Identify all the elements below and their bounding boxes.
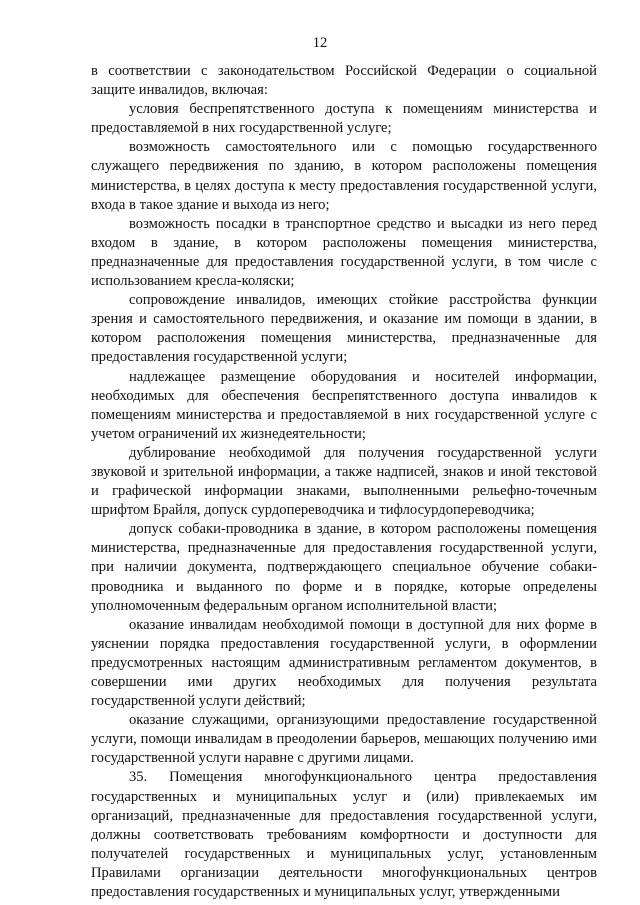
paragraph-barriers: оказание служащими, организующими предоставление государственной услуги, помощи инвалидам в преодолении барьеров, мешающих получению ими государственной услуги наравне с другими лицами.: [91, 712, 597, 767]
document-body: [91, 62, 597, 902]
paragraph-duplication: дублирование необходимой для получения государственной услуги звуковой и зрительной информации, а также надписей, знаков и иной текстовой и графической информации знаками, выполненными рельефно-точечным шрифтом Брайля, допуск сурдопереводчика и тифлосурдопереводчика;: [91, 444, 597, 519]
paragraph-guide-dog: допуск собаки-проводника в здание, в котором расположены помещения министерства, предназначенные для предоставления государственной услуги, при наличии документа, подтверждающего специальное обучение собаки-проводника и выданного по форме и в порядке, которые определены уполномоченным федеральным органом исполнительной власти;: [91, 521, 597, 614]
paragraph-movement: возможность самостоятельного или с помощью государственного служащего передвижения по зданию, в котором расположены помещения министерства, в целях доступа к месту предоставления государственной услуги, входа в такое здание и выхода из него;: [91, 139, 597, 213]
paragraph-access-conditions: условия беспрепятственного доступа к помещениям министерства и предоставляемой в них государственной услуге;: [91, 101, 597, 137]
paragraph-assistance: оказание инвалидам необходимой помощи в доступной для них форме в уяснении порядка предоставления государственной услуги, в оформлении предусмотренных настоящим административным регламентом документов, в совершении ими других необходимых для получения результата государственной услуги действий;: [91, 616, 597, 710]
paragraph-item-35: 35. Помещения многофункционального центра предоставления государственных и муниципальных услуг и (или) привлекаемых им организаций, предназначенные для предоставления государственной услуги, должны соответствовать требованиям комфортности и доступности для получателей государственных и муниципальных услуг, установленным Правилами организации деятельности многофункциональных центров предоставления государственных и муниципальных услуг, утвержденными: [91, 769, 597, 901]
paragraph-intro: в соответствии с законодательством Российской Федерации о социальной защите инвалидов, включая:: [91, 63, 597, 99]
paragraph-escort: сопровождение инвалидов, имеющих стойкие расстройства функции зрения и самостоятельного передвижения, и оказание им помощи в здании, в котором расположения помещения министерства, предназначенные для предоставления государственной услуги;: [91, 292, 597, 366]
paragraph-equipment: надлежащее размещение оборудования и носителей информации, необходимых для обеспечения беспрепятственного доступа инвалидов к помещениям министерства и предоставляемой в них государственной услуге с учетом ограничений их жизнедеятельности;: [91, 368, 597, 442]
page-number: 12: [312, 35, 328, 51]
paragraph-transport: возможность посадки в транспортное средство и высадки из него перед входом в здание, в котором расположены помещения министерства, предназначенные для предоставления государственной услуги, в том числе с использованием кресла-коляски;: [91, 215, 597, 290]
